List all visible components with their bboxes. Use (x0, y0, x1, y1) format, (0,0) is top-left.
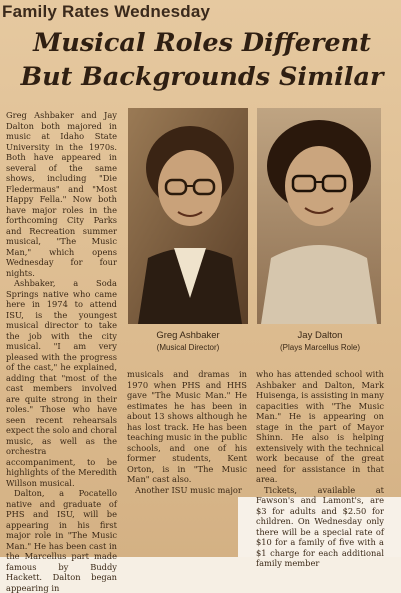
caption-name: Jay Dalton (297, 330, 343, 341)
headline-line-1: Musical Roles Different (33, 28, 371, 58)
paragraph: Tickets, available at Fawson's and Lamont's, are $3 for adults and $2.50 for children. On Wednesday only there will be a special rate of $10 for a family of five with a $1 charge for each additional family member (256, 484, 384, 568)
kicker: Family Rates Wednesday (2, 2, 211, 21)
caption-role: (Musical Director) (156, 343, 220, 352)
paragraph: Dalton, a Pocatello native and graduate of PHS and ISU, will be appearing in his first major role in "The Music Man." He has been cast in the Marcellus part made famous by Buddy Hackett. Dalton began appearing in (6, 488, 117, 593)
paragraph: Another ISU music major (135, 484, 242, 495)
caption-name: Greg Ashbaker (156, 330, 220, 341)
photo-jay-dalton (257, 108, 381, 324)
portrait-image (257, 108, 381, 324)
paragraph: musicals and dramas in 1970 when PHS and HHS gave "The Music Man." He estimates he has been in about 13 shows although he has lost track. He has been teaching music in the public schools, and one of his former students, Kent Orton, is in "The Music Man" cast also. (127, 369, 247, 484)
portrait-image (128, 108, 248, 324)
headline-line-2: But Backgrounds Similar (20, 62, 384, 92)
article-column-3 (256, 369, 384, 568)
photo-greg-ashbaker (128, 108, 248, 324)
caption-greg-ashbaker (127, 330, 249, 353)
headline (10, 26, 394, 94)
article-column-1 (6, 110, 117, 593)
caption-jay-dalton (258, 330, 382, 353)
paragraph: Greg Ashbaker and Jay Dalton both majored in music at Idaho State University in the 1970s. Both have appeared in several of the same shows, including "Die Fledermaus" and "Most Happy Fella." Now both have major roles in the forthcoming City Parks and Recreation summer musical, "The Music Man," which opens Wednesday for four nights. (6, 110, 117, 278)
caption-role: (Plays Marcellus Role) (279, 343, 361, 352)
paragraph: who has attended school with Ashbaker and Dalton, Mark Huisenga, is assisting in many capacities with "The Music Man." He is appearing on stage in the part of Mayor Shinn. He also is helping extensively with the technical work because of the great need for assistance in that area. (256, 369, 384, 484)
article-column-2 (127, 369, 247, 495)
paragraph: Ashbaker, a Soda Springs native who came here in 1974 to attend ISU, is the youngest musical director to take the job with the city musical. "I am very pleased with the progress of the cast," he explained, adding that "most of the cast members involved are quite strong in their roles." Those who have seen recent rehearsals expect the solo and choral music, as well as the orchestra accompaniment, to be highlights of the Meredith Willson musical. (6, 278, 117, 488)
